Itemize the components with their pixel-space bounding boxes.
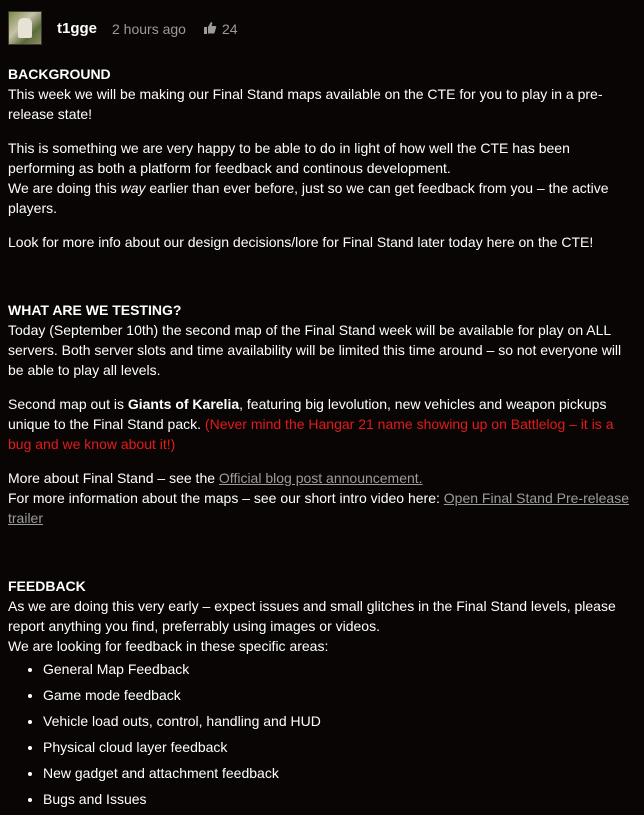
list-item: • Vehicle load outs, control, handling and HUD: [43, 711, 636, 731]
map-name: Giants of Karelia: [127, 396, 240, 412]
more-info-text: For more information about the maps – see our short intro video here:: [8, 490, 444, 506]
testing-heading: WHAT ARE WE TESTING?: [8, 302, 182, 318]
background-paragraph-1: This week we will be making our Final Stand maps available on the CTE for you to play in a pre-release state!: [8, 86, 603, 122]
list-item: • Bugs and Issues: [43, 789, 636, 809]
trailer-link[interactable]: Open Final Stand Pre-release trailer: [8, 490, 629, 526]
background-paragraph-2-pre: We are doing this: [8, 180, 121, 196]
background-paragraph-2-post: earlier than ever before, just so we can get feedback from you – the active players.: [8, 180, 609, 216]
post-header: [0, 0, 644, 58]
background-paragraph-2: [8, 138, 636, 218]
list-item: • General Map Feedback: [43, 659, 636, 679]
testing-paragraph-2-post: , featuring big levolution, new vehicles and weapon pickups unique to the Final Stand pack.: [8, 396, 607, 432]
list-item: • Physical cloud layer feedback: [43, 737, 636, 757]
thumbs-up-icon[interactable]: [203, 21, 217, 35]
feedback-heading: FEEDBACK: [8, 578, 86, 594]
background-paragraph-2-line1: This is something we are very happy to be able to do in light of how well the CTE has been performing as both a platform for feedback and continous development.: [8, 140, 570, 176]
like-count: 24: [222, 21, 238, 37]
more-about-text: More about Final Stand – see the: [8, 470, 219, 486]
post-timestamp: 2 hours ago: [112, 21, 186, 37]
section-spacer: [8, 266, 636, 300]
background-heading: BACKGROUND: [8, 66, 111, 82]
post-body: [8, 64, 636, 815]
list-item: • New gadget and attachment feedback: [43, 763, 636, 783]
testing-links-paragraph: [8, 468, 636, 528]
battlelog-note: (Never mind the Hangar 21 name showing up on Battlelog – it is a bug and we know about it!): [8, 416, 614, 452]
testing-paragraph-2-pre: Second map out is: [8, 396, 128, 412]
list-item: • Game mode feedback: [43, 685, 636, 705]
username[interactable]: t1gge: [57, 20, 98, 37]
background-paragraph-3: Look for more info about our design decisions/lore for Final Stand later today here on the CTE!: [8, 234, 594, 250]
testing-paragraph-1: Today (September 10th) the second map of the Final Stand week will be available for play on ALL servers. Both server slots and time availability will be limited this time around – so not everyone will be able to play all levels.: [8, 322, 622, 378]
feedback-paragraph-1: As we are doing this very early – expect issues and small glitches in the Final Stand levels, please report anything you find, preferrably using images or videos.: [8, 598, 616, 634]
feedback-areas-list: [8, 659, 636, 809]
user-avatar[interactable]: [8, 11, 42, 45]
feedback-paragraph-2: We are looking for feedback in these specific areas:: [8, 638, 329, 654]
testing-paragraph-2: [8, 394, 636, 454]
emphasis-way: way: [120, 180, 146, 196]
section-spacer: [8, 542, 636, 576]
blog-post-link[interactable]: Official blog post announcement.: [218, 470, 423, 486]
